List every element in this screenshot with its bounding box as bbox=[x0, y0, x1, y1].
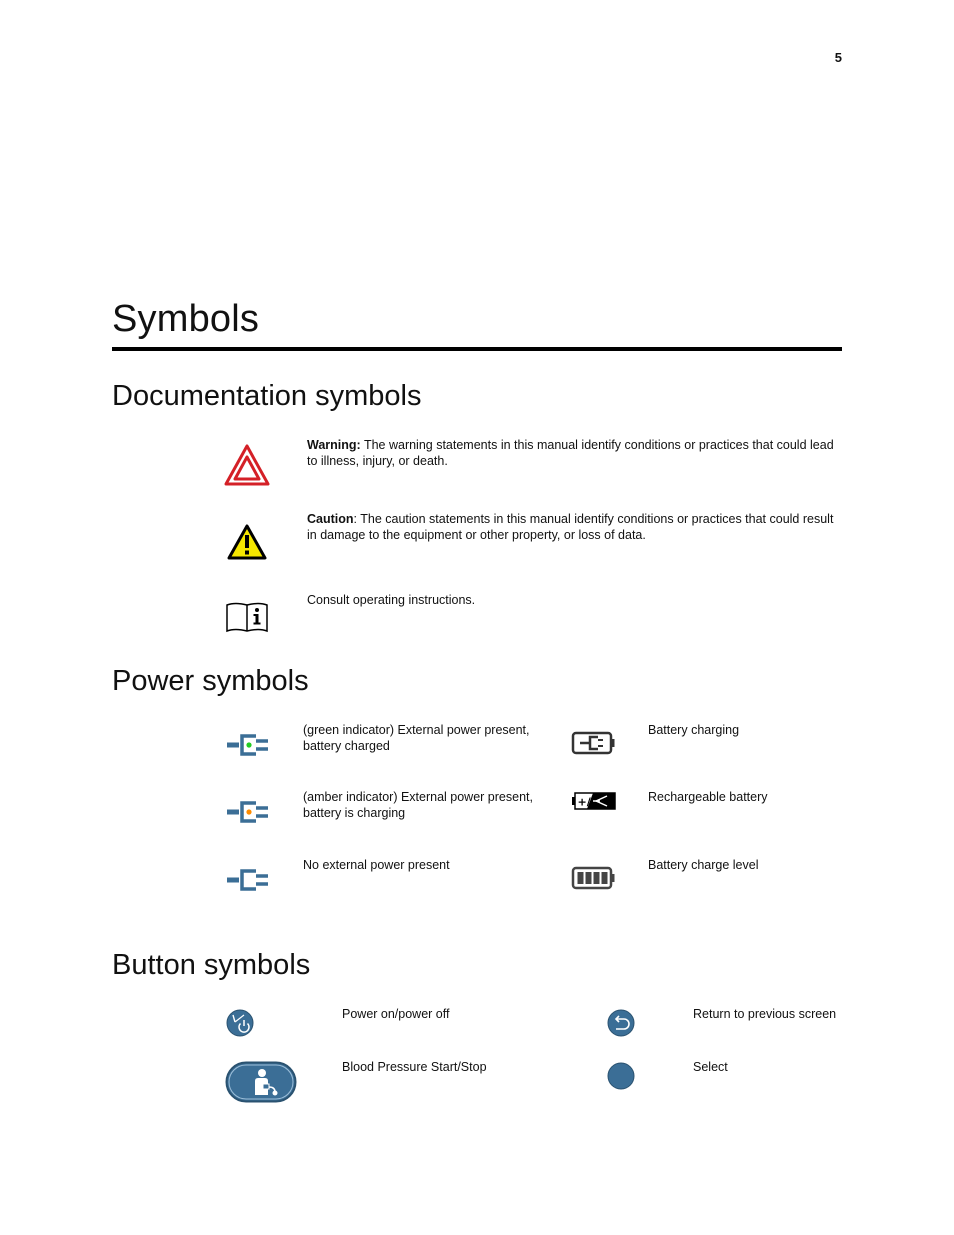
power-button-icon bbox=[226, 1009, 254, 1037]
power-symbols-heading: Power symbols bbox=[112, 665, 309, 697]
power-present-charged-text: (green indicator) External power present, battery charged bbox=[303, 723, 530, 753]
warning-text: The warning statements in this manual identify conditions or practices that could lead to illness, injury, or death. bbox=[307, 438, 834, 468]
blood-pressure-button-icon bbox=[225, 1061, 297, 1103]
caution-label: Caution bbox=[307, 512, 354, 526]
blood-pressure-button-text: Blood Pressure Start/Stop bbox=[342, 1060, 487, 1074]
battery-charge-level-icon bbox=[571, 866, 617, 890]
svg-text:+/: +/ bbox=[577, 795, 591, 809]
power-present-charging-text: (amber indicator) External power present, battery is charging bbox=[303, 790, 533, 820]
caution-icon bbox=[226, 523, 268, 561]
warning-label: Warning: bbox=[307, 438, 361, 452]
power-button-text: Power on/power off bbox=[342, 1007, 450, 1021]
select-button-text: Select bbox=[693, 1060, 728, 1074]
no-external-power-text: No external power present bbox=[303, 858, 450, 872]
warning-triangle-icon bbox=[224, 444, 270, 486]
caution-description bbox=[307, 511, 837, 543]
button-symbols-heading: Button symbols bbox=[112, 949, 311, 981]
battery-charging-icon bbox=[571, 731, 617, 755]
page-title: Symbols bbox=[112, 298, 260, 340]
rechargeable-battery-text: Rechargeable battery bbox=[648, 790, 768, 804]
plug-icon bbox=[226, 868, 270, 892]
consult-instructions-icon bbox=[225, 601, 269, 633]
title-rule bbox=[112, 347, 842, 351]
warning-description bbox=[307, 437, 837, 469]
return-button-text: Return to previous screen bbox=[693, 1007, 837, 1021]
return-button-icon bbox=[607, 1009, 635, 1037]
select-button-icon bbox=[607, 1062, 635, 1090]
consult-description: Consult operating instructions. bbox=[307, 593, 476, 607]
caution-text: : The caution statements in this manual identify conditions or practices that could result in damage to the equipment or other property, or loss of data. bbox=[307, 512, 834, 542]
battery-charge-level-text: Battery charge level bbox=[648, 858, 759, 872]
plug-green-indicator-icon bbox=[226, 733, 270, 757]
page-number: 5 bbox=[834, 50, 842, 65]
documentation-symbols-heading: Documentation symbols bbox=[112, 380, 422, 412]
plug-amber-indicator-icon bbox=[226, 800, 270, 824]
rechargeable-battery-icon bbox=[571, 791, 617, 811]
battery-charging-text: Battery charging bbox=[648, 723, 740, 737]
